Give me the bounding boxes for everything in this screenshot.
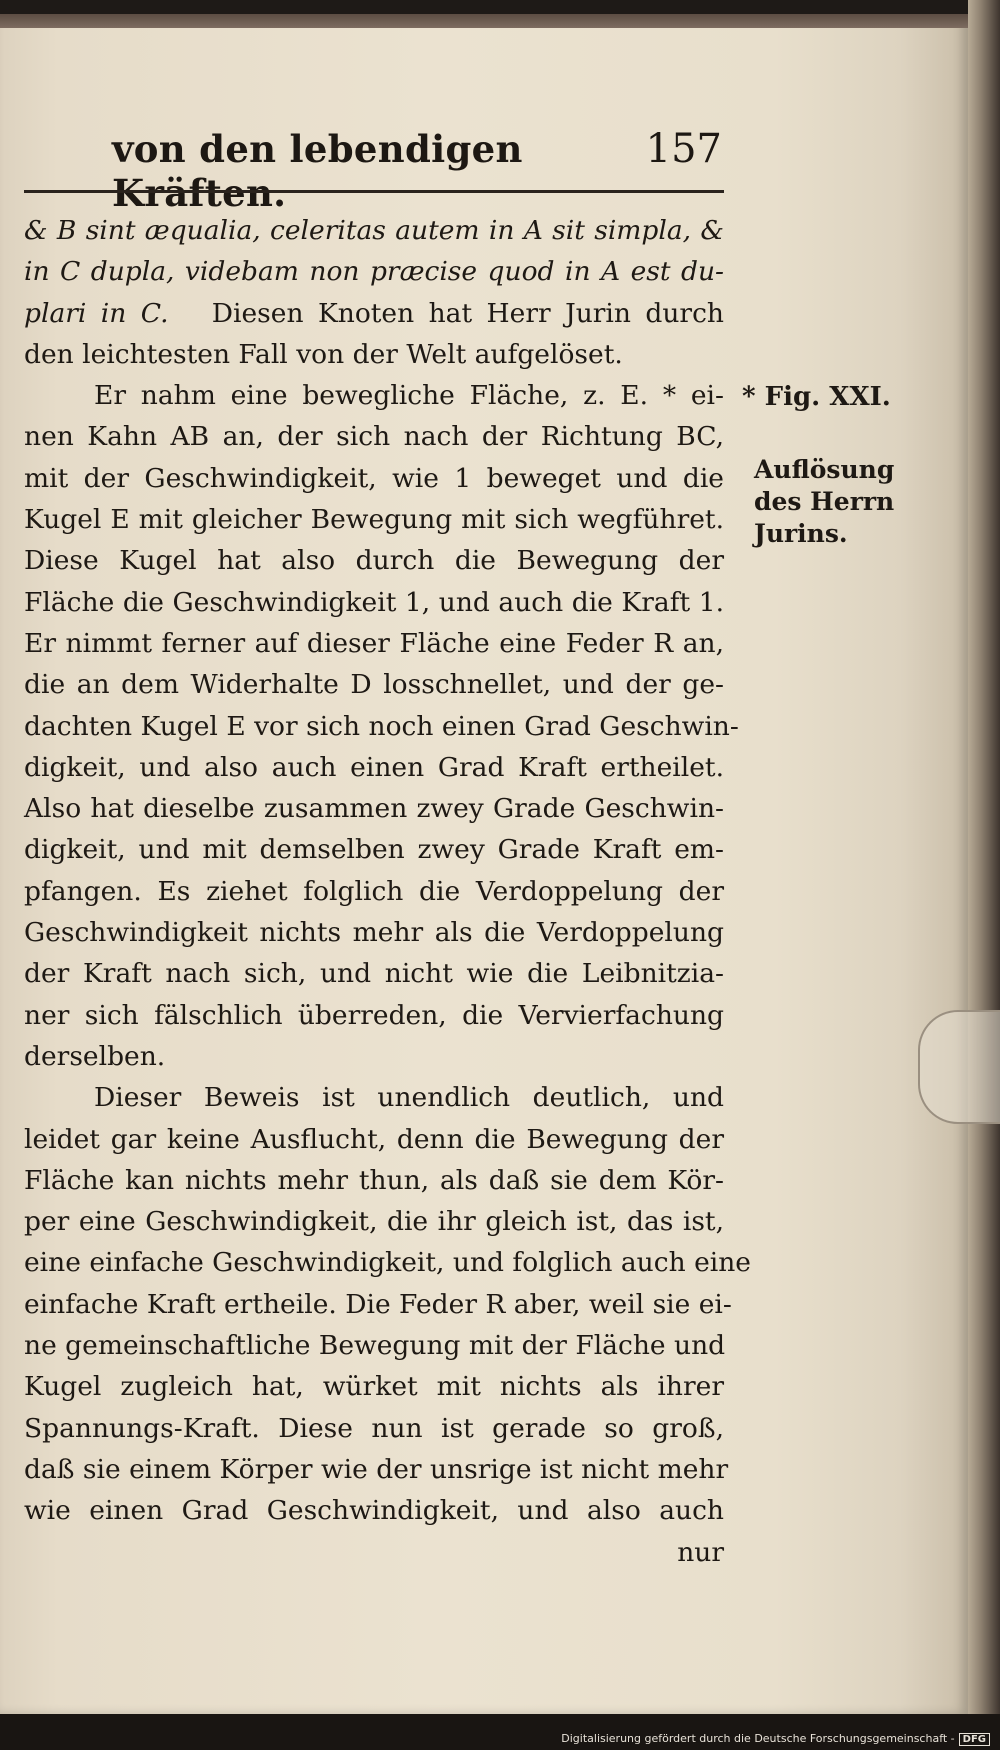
marginal-note-line: des Herrn xyxy=(754,487,895,516)
text-line: per eine Geschwindigkeit, die ihr gleich ist, das ist, xyxy=(24,1206,724,1238)
paper-page xyxy=(0,14,968,1714)
text-line: ne gemeinschaftliche Bewegung mit der Fläche und xyxy=(24,1330,726,1362)
text-line: digkeit, und mit demselben zwey Grade Kraft em- xyxy=(24,834,724,866)
text-line: der Kraft nach sich, und nicht wie die Leibnitzia- xyxy=(24,958,724,990)
dfg-logo: DFG xyxy=(959,1733,990,1746)
text-fragment: Diesen Knoten hat Herr Jurin durch xyxy=(211,297,724,329)
body-text xyxy=(24,210,751,1573)
catchword: nur xyxy=(677,1536,724,1568)
text-line: Kugel zugleich hat, würket mit nichts als ihrer xyxy=(24,1371,724,1403)
page-clip xyxy=(918,1010,1000,1124)
header-rule xyxy=(24,190,724,193)
text-line: Kugel E mit gleicher Bewegung mit sich wegführet. xyxy=(24,504,724,536)
text-line: & B sint æqualia, celeritas autem in A sit simpla, & xyxy=(24,215,724,246)
text-line: Er nahm eine bewegliche Fläche, z. E. * ei- xyxy=(94,380,724,412)
text-line: Fläche kan nichts mehr thun, als daß sie dem Kör- xyxy=(24,1164,724,1196)
page-top-edge xyxy=(0,14,968,28)
text-line: derselben. xyxy=(24,1040,166,1072)
text-line: Geschwindigkeit nichts mehr als die Verdoppelung xyxy=(24,917,724,949)
text-line: die an dem Widerhalte D losschnellet, und der ge- xyxy=(24,669,724,701)
text-line: Dieser Beweis ist unendlich deutlich, und xyxy=(94,1082,724,1114)
latin-fragment: plari in C. xyxy=(24,297,169,329)
funding-credit xyxy=(561,1732,990,1746)
text-line: dachten Kugel E vor sich noch einen Grad Geschwin- xyxy=(24,710,739,742)
marginal-note-line: Jurins. xyxy=(754,519,848,548)
text-line: eine einfache Geschwindigkeit, und folglich auch eine xyxy=(24,1247,751,1279)
text-line: Diese Kugel hat also durch die Bewegung der xyxy=(24,545,724,577)
text-line: Also hat dieselbe zusammen zwey Grade Geschwin- xyxy=(24,793,724,825)
text-line: mit der Geschwindigkeit, wie 1 beweget und die xyxy=(24,462,724,494)
text-line: daß sie einem Körper wie der unsrige ist nicht mehr xyxy=(24,1453,729,1485)
page-header xyxy=(24,126,724,215)
text-line: den leichtesten Fall von der Welt aufgelöset. xyxy=(24,338,623,370)
text-line xyxy=(24,293,724,334)
book-edge xyxy=(968,0,1000,1750)
marginal-note xyxy=(754,454,894,550)
text-line: digkeit, und also auch einen Grad Kraft ertheilet. xyxy=(24,751,724,783)
text-line: in C dupla, videbam non præcise quod in A est du- xyxy=(24,256,724,288)
text-line: einfache Kraft ertheile. Die Feder R aber, weil sie ei- xyxy=(24,1288,732,1320)
text-line: pfangen. Es ziehet folglich die Verdoppelung der xyxy=(24,875,724,907)
text-line: leidet gar keine Ausflucht, denn die Bewegung der xyxy=(24,1123,724,1155)
page-number: 157 xyxy=(645,126,722,172)
text-line: nen Kahn AB an, der sich nach der Richtung BC, xyxy=(24,421,724,453)
funding-credit-text: Digitalisierung gefördert durch die Deutsche Forschungsgemeinschaft - xyxy=(561,1732,955,1745)
text-line: ner sich fälschlich überreden, die Vervierfachung xyxy=(24,999,724,1031)
running-title: von den lebendigen Kräften. xyxy=(112,127,523,215)
text-line: wie einen Grad Geschwindigkeit, und also auch xyxy=(24,1495,724,1527)
text-line: Fläche die Geschwindigkeit 1, und auch die Kraft 1. xyxy=(24,586,724,618)
figure-reference: * Fig. XXI. xyxy=(742,382,891,412)
text-line: Spannungs-Kraft. Diese nun ist gerade so groß, xyxy=(24,1412,724,1444)
marginal-note-line: Auflösung xyxy=(754,455,895,484)
text-line: Er nimmt ferner auf dieser Fläche eine Feder R an, xyxy=(24,627,724,659)
